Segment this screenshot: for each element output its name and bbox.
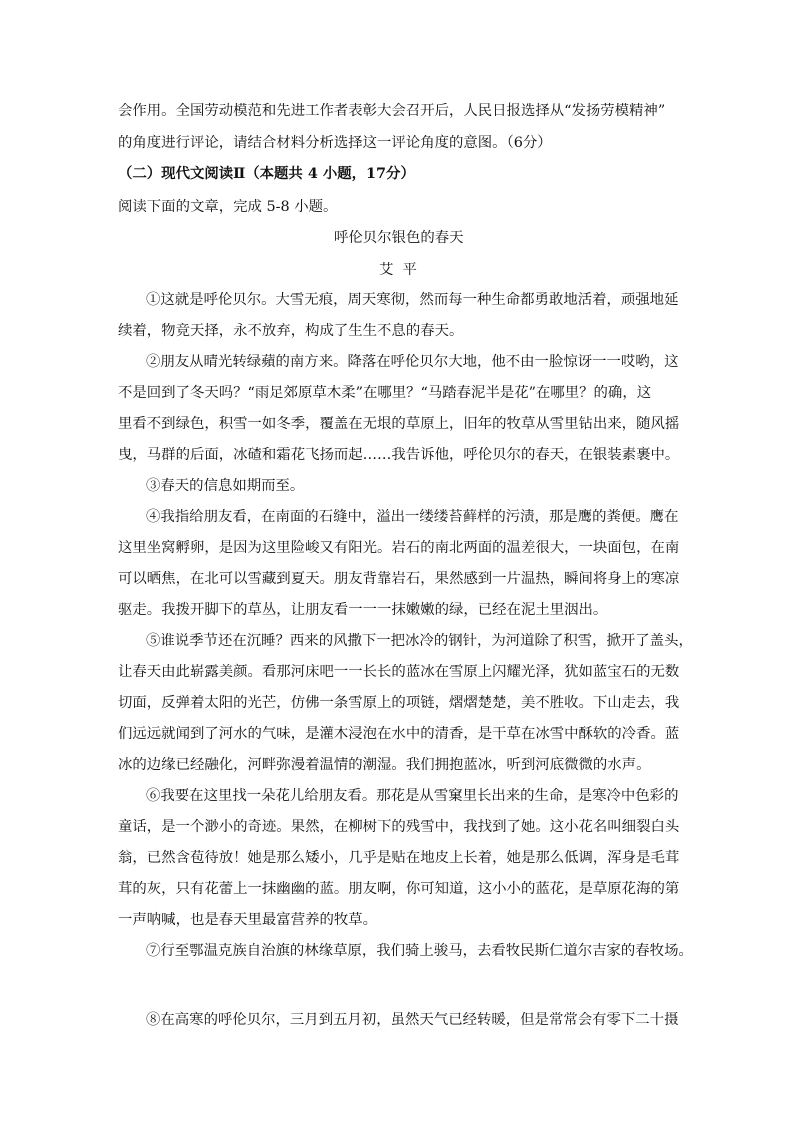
paragraph-line: ①这就是呼伦贝尔。大雪无痕，周天寒彻，然而每一种生命都勇敢地活着，顽强地延 <box>146 292 679 308</box>
paragraph-line: 让春天由此崭露美颜。看那河床吧一一长长的蓝冰在雪原上闪耀光泽，犹如蓝宝石的无数 <box>118 664 680 680</box>
paragraph-line: 续着，物竞天择，永不放弃，构成了生生不息的春天。 <box>118 323 464 339</box>
paragraph-line: 这里坐窝孵卵，是因为这里险峻又有阳光。岩石的南北两面的温差很大，一块面包，在南 <box>118 540 680 556</box>
paragraph-line: 曳，马群的后面，冰碴和霜花飞扬而起……我告诉他，呼伦贝尔的春天，在银装素裹中。 <box>118 447 680 463</box>
article-title: 呼伦贝尔银色的春天 <box>334 230 464 246</box>
paragraph-line: 不是回到了冬天吗？“雨足郊原草木柔”在哪里？“马踏春泥半是花”在哪里？的确，这 <box>118 385 652 401</box>
text-line: 会作用。全国劳动模范和先进工作者表彰大会召开后，人民日报选择从“发扬劳模精神” <box>118 103 666 119</box>
paragraph-line: 翁，已然含苞待放！她是那么矮小，几乎是贴在地皮上长着，她是那么低调，浑身是毛茸 <box>118 850 680 866</box>
text-line: 的角度进行评论，请结合材料分析选择这一评论角度的意图。（6分） <box>118 135 552 151</box>
instruction-line: 阅读下面的文章，完成 5-8 小题。 <box>118 199 338 215</box>
paragraph-line: ⑦行至鄂温克族自治旗的林缘草原，我们骑上骏马，去看牧民斯仁道尔吉家的春牧场。 <box>146 943 693 959</box>
paragraph-line: 切面，反弹着太阳的光芒，仿佛一条雪原上的项链，熠熠楚楚，美不胜收。下山走去，我 <box>118 695 680 711</box>
paragraph-line: ⑥我要在这里找一朵花儿给朋友看。那花是从雪窠里长出来的生命，是寒冷中色彩的 <box>146 788 679 804</box>
paragraph-line: ③春天的信息如期而至。 <box>146 478 305 494</box>
paragraph-line: 童话，是一个渺小的奇迹。果然，在柳树下的残雪中，我找到了她。这小花名叫细裂白头 <box>118 819 680 835</box>
paragraph-line: ⑧在高寒的呼伦贝尔，三月到五月初，虽然天气已经转暖，但是常常会有零下二十摄 <box>146 1012 679 1028</box>
paragraph-line: 们远远就闻到了河水的气味，是灌木浸泡在水中的清香，是干草在冰雪中酥软的冷香。蓝 <box>118 726 680 742</box>
paragraph-line: ④我指给朋友看，在南面的石缝中，溢出一缕缕苔藓样的污渍，那是鹰的粪便。鹰在 <box>146 509 679 525</box>
article-author: 艾 平 <box>379 262 417 278</box>
paragraph-line: 冰的边缘已经融化，河畔弥漫着温情的潮湿。我们拥抱蓝冰，听到河底微微的水声。 <box>118 757 651 773</box>
paragraph-line: 里看不到绿色，积雪一如冬季，覆盖在无垠的草原上，旧年的牧草从雪里钻出来，随风摇 <box>118 416 680 432</box>
paragraph-line: ⑤谁说季节还在沉睡？西来的风撒下一把冰冷的钢针，为河道除了积雪，掀开了盖头， <box>146 633 693 649</box>
section-heading: （二）现代文阅读Ⅱ（本题共 4 小题，17分） <box>118 165 415 182</box>
paragraph-line: ②朋友从晴光转绿蘋的南方来。降落在呼伦贝尔大地，他不由一脸惊讶一一哎哟，这 <box>146 354 679 370</box>
paragraph-line: 一声呐喊，也是春天里最富营养的牧草。 <box>118 912 378 928</box>
paragraph-line: 可以晒焦，在北可以雪藏到夏天。朋友背靠岩石，果然感到一片温热，瞬间将身上的寒凉 <box>118 571 680 587</box>
paragraph-line: 茸的灰，只有花蕾上一抹幽幽的蓝。朋友啊，你可知道，这小小的蓝花，是草原花海的第 <box>118 881 680 897</box>
paragraph-line: 驱走。我拨开脚下的草丛，让朋友看一一一抹嫩嫩的绿，已经在泥土里洇出。 <box>118 602 608 618</box>
